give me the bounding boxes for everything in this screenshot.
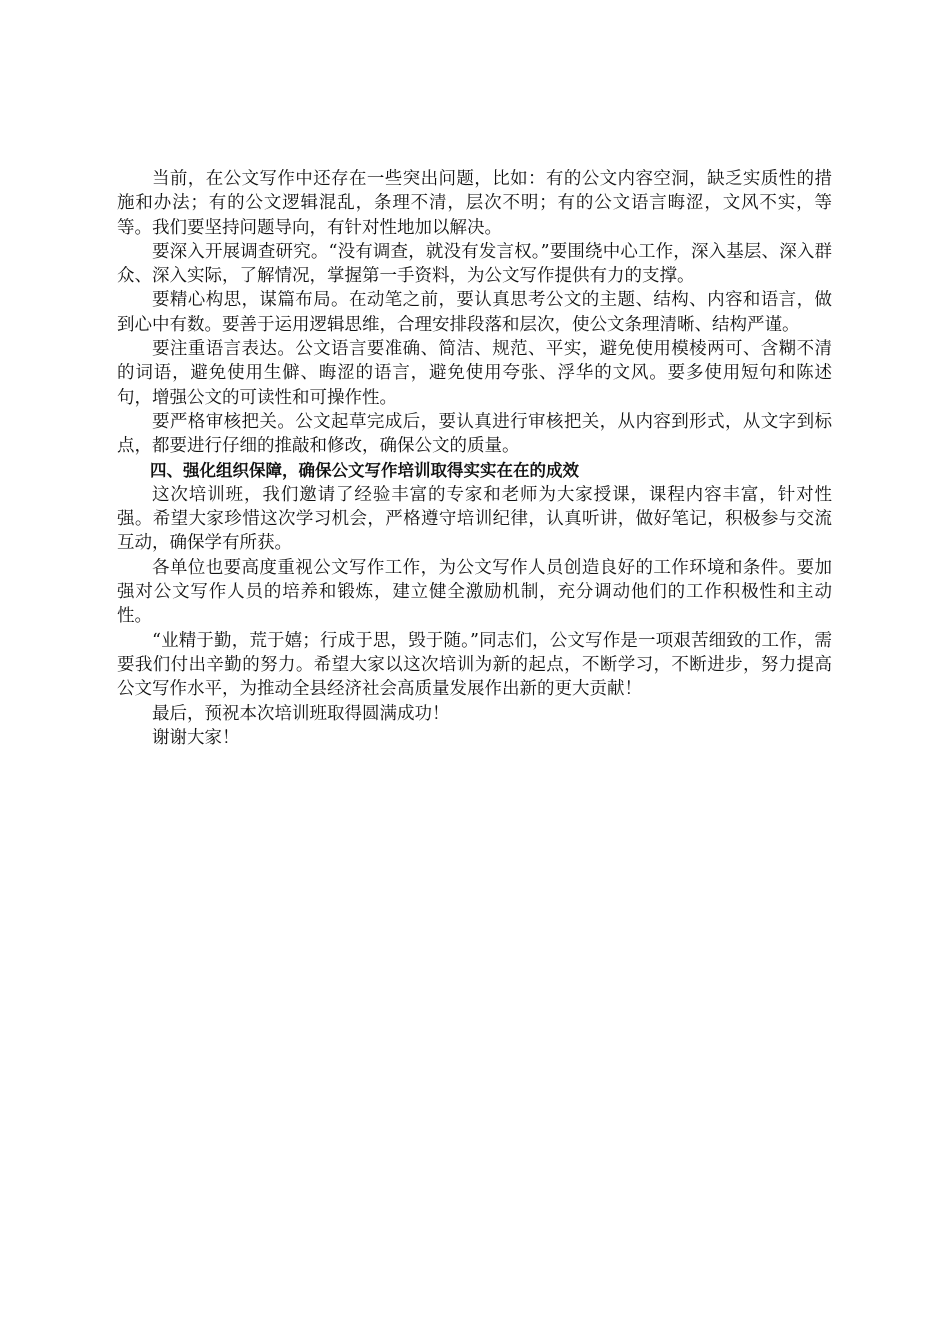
paragraph-review: 要严格审核把关。公文起草完成后，要认真进行审核把关，从内容到形式，从文字到标点，都要进行仔细的推敲和修改，确保公文的质量。 xyxy=(117,411,832,457)
section-heading: 四、强化组织保障，确保公文写作培训取得实实在在的成效 xyxy=(150,460,579,480)
paragraph-structure: 要精心构思，谋篇布局。在动笔之前，要认真思考公文的主题、结构、内容和语言，做到心中有数。要善于运用逻辑思维，合理安排段落和层次，使公文条理清晰、结构严谨。 xyxy=(117,290,832,335)
paragraph-wish: 最后，预祝本次培训班取得圆满成功！ xyxy=(152,703,450,724)
document-body xyxy=(117,167,832,750)
paragraph-research: 要深入开展调查研究。“没有调查，就没有发言权。”要围绕中心工作，深入基层、深入群众、深入实际，了解情况，掌握第一手资料，为公文写作提供有力的支撑。 xyxy=(117,241,832,287)
paragraph-training: 这次培训班，我们邀请了经验丰富的专家和老师为大家授课，课程内容丰富，针对性强。希望大家珍惜这次学习机会，严格遵守培训纪律，认真听讲，做好笔记，积极参与交流互动，确保学有所获。 xyxy=(117,484,832,554)
paragraph-thanks: 谢谢大家！ xyxy=(152,727,240,748)
paragraph-problems: 当前，在公文写作中还存在一些突出问题，比如：有的公文内容空洞，缺乏实质性的措施和办法；有的公文逻辑混乱，条理不清，层次不明；有的公文语言晦涩，文风不实，等等。我们要坚持问题导向，有针对性地加以解决。 xyxy=(117,169,832,238)
paragraph-quote: “业精于勤，荒于嬉；行成于思，毁于随。”同志们，公文写作是一项艰苦细致的工作，需要我们付出辛勤的努力。希望大家以这次培训为新的起点，不断学习，不断进步，努力提高公文写作水平，为推动全县经济社会高质量发展作出新的更大贡献！ xyxy=(117,630,832,700)
paragraph-language: 要注重语言表达。公文语言要准确、简洁、规范、平实，避免使用模棱两可、含糊不清的词语，避免使用生僻、晦涩的语言，避免使用夸张、浮华的文风。要多使用短句和陈述句，增强公文的可读性和可操作性。 xyxy=(117,339,832,408)
paragraph-units: 各单位也要高度重视公文写作工作，为公文写作人员创造良好的工作环境和条件。要加强对公文写作人员的培养和锻炼，建立健全激励机制，充分调动他们的工作积极性和主动性。 xyxy=(117,557,832,627)
